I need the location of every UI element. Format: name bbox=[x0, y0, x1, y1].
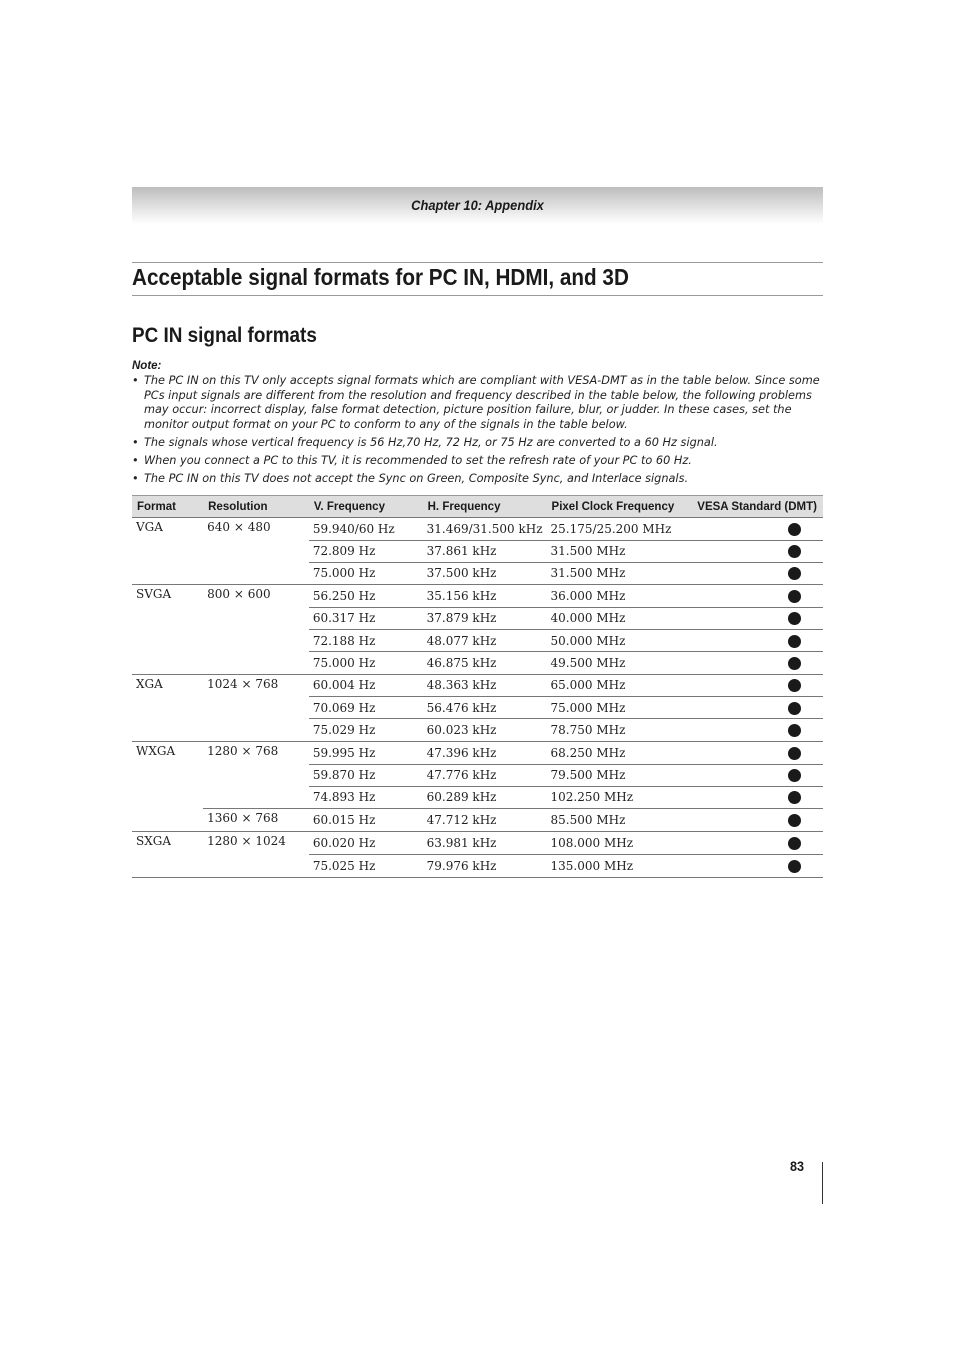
cell-pixel-clock: 102.250 MHz bbox=[547, 786, 693, 809]
cell-pixel-clock: 31.500 MHz bbox=[547, 562, 693, 585]
note-label: Note: bbox=[132, 360, 162, 372]
cell-h-frequency: 47.396 kHz bbox=[423, 741, 547, 764]
filled-circle-icon bbox=[788, 567, 801, 580]
filled-circle-icon bbox=[788, 523, 801, 536]
note-item: • The signals whose vertical frequency is 56 Hz,70 Hz, 72 Hz, or 75 Hz are converted to a 60 Hz signal. bbox=[132, 435, 718, 449]
cell-format: XGA bbox=[132, 674, 203, 697]
page-number: 83 bbox=[790, 1158, 805, 1174]
cell-vesa bbox=[692, 562, 823, 585]
cell-resolution bbox=[203, 786, 309, 809]
filled-circle-icon bbox=[788, 837, 801, 850]
table-row bbox=[132, 764, 823, 786]
cell-pixel-clock: 75.000 MHz bbox=[547, 697, 693, 719]
cell-vesa bbox=[692, 652, 823, 675]
cell-pixel-clock: 31.500 MHz bbox=[547, 540, 693, 562]
cell-format bbox=[132, 764, 203, 786]
cell-v-frequency: 59.940/60 Hz bbox=[309, 518, 423, 541]
cell-h-frequency: 37.861 kHz bbox=[423, 540, 547, 562]
cell-pixel-clock: 135.000 MHz bbox=[547, 854, 693, 877]
table-row bbox=[132, 741, 823, 764]
cell-h-frequency: 35.156 kHz bbox=[423, 585, 547, 608]
cell-pixel-clock: 25.175/25.200 MHz bbox=[547, 518, 693, 541]
cell-format bbox=[132, 854, 203, 877]
cell-h-frequency: 60.023 kHz bbox=[423, 719, 547, 742]
cell-resolution: 1280 × 1024 bbox=[203, 832, 309, 855]
cell-resolution bbox=[203, 540, 309, 562]
cell-vesa bbox=[692, 832, 823, 855]
filled-circle-icon bbox=[788, 724, 801, 737]
filled-circle-icon bbox=[788, 860, 801, 873]
cell-h-frequency: 37.879 kHz bbox=[423, 607, 547, 629]
cell-pixel-clock: 65.000 MHz bbox=[547, 674, 693, 697]
header-h-frequency: H. Frequency bbox=[423, 496, 547, 518]
cell-h-frequency: 48.077 kHz bbox=[423, 629, 547, 651]
cell-pixel-clock: 40.000 MHz bbox=[547, 607, 693, 629]
cell-pixel-clock: 108.000 MHz bbox=[547, 832, 693, 855]
cell-vesa bbox=[692, 674, 823, 697]
cell-resolution: 1280 × 768 bbox=[203, 741, 309, 764]
cell-v-frequency: 75.000 Hz bbox=[309, 562, 423, 585]
cell-h-frequency: 47.776 kHz bbox=[423, 764, 547, 786]
header-resolution: Resolution bbox=[203, 496, 309, 518]
cell-resolution bbox=[203, 697, 309, 719]
cell-h-frequency: 60.289 kHz bbox=[423, 786, 547, 809]
cell-resolution: 1360 × 768 bbox=[203, 809, 309, 832]
cell-vesa bbox=[692, 518, 823, 541]
cell-h-frequency: 48.363 kHz bbox=[423, 674, 547, 697]
cell-format bbox=[132, 697, 203, 719]
cell-vesa bbox=[692, 786, 823, 809]
cell-format bbox=[132, 786, 203, 809]
cell-resolution: 800 × 600 bbox=[203, 585, 309, 608]
cell-v-frequency: 75.000 Hz bbox=[309, 652, 423, 675]
cell-format bbox=[132, 629, 203, 651]
cell-v-frequency: 56.250 Hz bbox=[309, 585, 423, 608]
cell-vesa bbox=[692, 854, 823, 877]
cell-h-frequency: 47.712 kHz bbox=[423, 809, 547, 832]
cell-format bbox=[132, 652, 203, 675]
table-row bbox=[132, 809, 823, 832]
cell-h-frequency: 63.981 kHz bbox=[423, 832, 547, 855]
cell-pixel-clock: 49.500 MHz bbox=[547, 652, 693, 675]
cell-resolution bbox=[203, 719, 309, 742]
table-row bbox=[132, 786, 823, 809]
cell-v-frequency: 59.995 Hz bbox=[309, 741, 423, 764]
filled-circle-icon bbox=[788, 545, 801, 558]
cell-v-frequency: 72.809 Hz bbox=[309, 540, 423, 562]
cell-format bbox=[132, 809, 203, 832]
note-item: • The PC IN on this TV only accepts signal formats which are compliant with VESA-DMT as in the table below. Since some PCs input signals are different from the resolution and frequency described in the table below, the following problems may occur: incorrect display, false format detection, picture position failure, blur, or judder. In these cases, set the monitor output format on your PC to conform to any of the signals in the table below. bbox=[132, 374, 820, 431]
cell-format bbox=[132, 607, 203, 629]
filled-circle-icon bbox=[788, 791, 801, 804]
table-row bbox=[132, 607, 823, 629]
filled-circle-icon bbox=[788, 702, 801, 715]
filled-circle-icon bbox=[788, 679, 801, 692]
title-top-rule bbox=[132, 262, 823, 263]
cell-v-frequency: 75.029 Hz bbox=[309, 719, 423, 742]
chapter-title: Chapter 10: Appendix bbox=[411, 197, 544, 213]
page-title: Acceptable signal formats for PC IN, HDMI, and 3D bbox=[132, 264, 629, 290]
cell-pixel-clock: 79.500 MHz bbox=[547, 764, 693, 786]
title-bottom-rule bbox=[132, 295, 823, 296]
cell-resolution bbox=[203, 652, 309, 675]
cell-pixel-clock: 68.250 MHz bbox=[547, 741, 693, 764]
cell-format bbox=[132, 562, 203, 585]
signal-format-table bbox=[132, 495, 823, 878]
cell-v-frequency: 60.015 Hz bbox=[309, 809, 423, 832]
cell-resolution: 1024 × 768 bbox=[203, 674, 309, 697]
cell-vesa bbox=[692, 809, 823, 832]
filled-circle-icon bbox=[788, 814, 801, 827]
cell-pixel-clock: 36.000 MHz bbox=[547, 585, 693, 608]
table-row bbox=[132, 585, 823, 608]
table-row bbox=[132, 719, 823, 742]
page-number-rule bbox=[822, 1162, 823, 1204]
header-vesa: VESA Standard (DMT) bbox=[692, 496, 823, 518]
note-item: • The PC IN on this TV does not accept the Sync on Green, Composite Sync, and Interlace signals. bbox=[132, 471, 689, 485]
filled-circle-icon bbox=[788, 747, 801, 760]
cell-format: VGA bbox=[132, 518, 203, 541]
bullet-icon: • bbox=[132, 471, 139, 485]
cell-vesa bbox=[692, 719, 823, 742]
table-row bbox=[132, 652, 823, 675]
table-row bbox=[132, 697, 823, 719]
cell-h-frequency: 56.476 kHz bbox=[423, 697, 547, 719]
cell-vesa bbox=[692, 629, 823, 651]
chapter-header-bar bbox=[132, 187, 823, 225]
table-row bbox=[132, 562, 823, 585]
table-row bbox=[132, 629, 823, 651]
table-row bbox=[132, 854, 823, 877]
table-row bbox=[132, 518, 823, 541]
cell-vesa bbox=[692, 697, 823, 719]
cell-v-frequency: 60.004 Hz bbox=[309, 674, 423, 697]
header-v-frequency: V. Frequency bbox=[309, 496, 423, 518]
cell-h-frequency: 31.469/31.500 kHz bbox=[423, 518, 547, 541]
filled-circle-icon bbox=[788, 590, 801, 603]
table-header-row bbox=[132, 496, 823, 518]
cell-v-frequency: 74.893 Hz bbox=[309, 786, 423, 809]
cell-h-frequency: 37.500 kHz bbox=[423, 562, 547, 585]
cell-v-frequency: 75.025 Hz bbox=[309, 854, 423, 877]
filled-circle-icon bbox=[788, 635, 801, 648]
cell-vesa bbox=[692, 585, 823, 608]
cell-resolution: 640 × 480 bbox=[203, 518, 309, 541]
filled-circle-icon bbox=[788, 612, 801, 625]
cell-resolution bbox=[203, 854, 309, 877]
bullet-icon: • bbox=[132, 435, 139, 449]
cell-v-frequency: 70.069 Hz bbox=[309, 697, 423, 719]
filled-circle-icon bbox=[788, 657, 801, 670]
cell-v-frequency: 59.870 Hz bbox=[309, 764, 423, 786]
table-row bbox=[132, 540, 823, 562]
cell-resolution bbox=[203, 607, 309, 629]
bullet-icon: • bbox=[132, 374, 139, 387]
section-heading: PC IN signal formats bbox=[132, 324, 317, 347]
note-list bbox=[132, 374, 824, 490]
table-row bbox=[132, 674, 823, 697]
header-pixel-clock: Pixel Clock Frequency bbox=[547, 496, 693, 518]
cell-h-frequency: 79.976 kHz bbox=[423, 854, 547, 877]
cell-vesa bbox=[692, 741, 823, 764]
cell-format bbox=[132, 540, 203, 562]
cell-v-frequency: 72.188 Hz bbox=[309, 629, 423, 651]
cell-v-frequency: 60.020 Hz bbox=[309, 832, 423, 855]
bullet-icon: • bbox=[132, 453, 139, 467]
cell-v-frequency: 60.317 Hz bbox=[309, 607, 423, 629]
cell-vesa bbox=[692, 540, 823, 562]
cell-format bbox=[132, 719, 203, 742]
cell-h-frequency: 46.875 kHz bbox=[423, 652, 547, 675]
table-row bbox=[132, 832, 823, 855]
cell-resolution bbox=[203, 764, 309, 786]
cell-format: SXGA bbox=[132, 832, 203, 855]
header-format: Format bbox=[132, 496, 203, 518]
cell-vesa bbox=[692, 764, 823, 786]
cell-resolution bbox=[203, 562, 309, 585]
cell-resolution bbox=[203, 629, 309, 651]
cell-pixel-clock: 50.000 MHz bbox=[547, 629, 693, 651]
cell-vesa bbox=[692, 607, 823, 629]
filled-circle-icon bbox=[788, 769, 801, 782]
note-item: • When you connect a PC to this TV, it is recommended to set the refresh rate of your PC to 60 Hz. bbox=[132, 453, 692, 467]
cell-format: SVGA bbox=[132, 585, 203, 608]
cell-pixel-clock: 78.750 MHz bbox=[547, 719, 693, 742]
cell-pixel-clock: 85.500 MHz bbox=[547, 809, 693, 832]
cell-format: WXGA bbox=[132, 741, 203, 764]
